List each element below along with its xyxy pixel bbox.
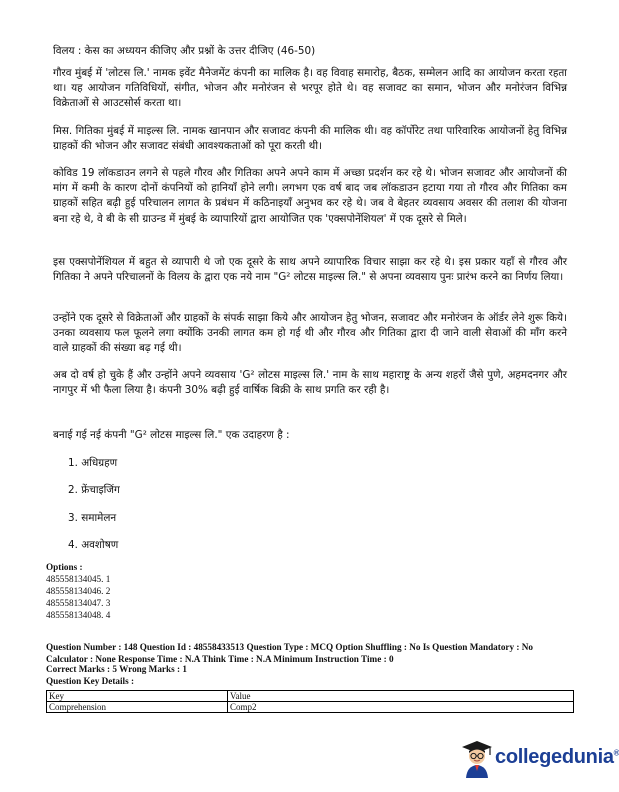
- answer-choice-3: 3. समामेलन: [68, 512, 117, 524]
- table-row: [47, 702, 574, 713]
- table-header-value: Value: [228, 691, 574, 702]
- options-title: Options :: [46, 562, 83, 572]
- answer-choice-1: 1. अधिग्रहण: [68, 457, 118, 469]
- collegedunia-logo: [458, 738, 619, 778]
- option-id-4: 485558134048. 4: [46, 610, 111, 620]
- table-cell-value: Comp2: [228, 702, 574, 713]
- answer-choice-2: 2. फ्रेंचाइजिंग: [68, 484, 120, 496]
- section-heading: विलय : केस का अध्ययन कीजिए और प्रश्नों के उत्तर दीजिए (46-50): [53, 45, 316, 57]
- case-paragraph-3: कोविड 19 लॉकडाउन लगने से पहले गौरव और गितिका अपने अपने काम में अच्छा प्रदर्शन कर रहे थे। भोजन सजावट और आयोजनों की मांग में कमी के कारण दोनों कंपनियों को हानियाँ होने लगी। लगभग एक वर्ष बाद जब लॉकडाउन हटाया गया तो गौरव और गितिका कम ग्राहकों सहित बढ़ी हुई परिचालन लागत के प्रबंधन में कठिनाइयाँ अनुभव कर रहे थे। जब वे बेहतर व्यवसाय अवसर की तलाश की योजना बना रहे थे, वे बी के सी ग्राउन्ड में मुंबई के व्यापारियों द्वारा आयोजित एक 'एक्सपोनेंशियल' में एक दूसरे से मिले।: [53, 167, 567, 225]
- marks-line: Correct Marks : 5 Wrong Marks : 1: [46, 664, 187, 674]
- option-id-1: 485558134045. 1: [46, 574, 111, 584]
- case-paragraph-2: मिस. गितिका मुंबई में माइल्स लि. नामक खानपान और सजावट कंपनी की मालिक थी। वह कॉर्पोरेट तथा पारिवारिक आयोजनों हेतु विभिन्न ग्राहकों की भोजन और सजावट संबंधी आवश्यकताओं को पूरा करती थी।: [53, 125, 567, 153]
- case-paragraph-1: गौरव मुंबई में 'लोटस लि.' नामक इवेंट मैनेजमेंट कंपनी का मालिक है। वह विवाह समारोह, बैठक, सम्मेलन आदि का आयोजन करता रहता था। यह आयोजन गतिविधियों, संगीत, भोजन और मनोरंजन से भरपूर होते थे। वह सजावट का समान, भोजन और मनोरंजन विभिन्न विक्रेताओं से आउटसोर्स करता था।: [53, 67, 567, 110]
- answer-choice-4: 4. अवशोषण: [68, 539, 119, 551]
- case-paragraph-5: उन्होंने एक दूसरे से विक्रेताओं और ग्राहकों के संपर्क साझा किये और आयोजन हेतु भोजन, सजावट और मनोरंजन के ऑर्डर लेने शुरू किये। उनका व्यवसाय फल फूलने लगा क्योंकि उनकी लागत कम हो गई थी और गौरव और गितिका द्वारा दी जाने वाली सेवाओं की माँग करने वाले ग्राहकों की संख्या बढ़ गई थी।: [53, 312, 567, 355]
- key-details-table: [46, 690, 574, 713]
- question-text: बनाई गई नई कंपनी "G² लोटस माइल्स लि." एक उदाहरण है :: [53, 429, 290, 441]
- option-id-2: 485558134046. 2: [46, 586, 111, 596]
- case-paragraph-6: अब दो वर्ष हो चुके हैं और उन्होंने अपने व्यवसाय 'G² लोटस माइल्स लि.' नाम के साथ महाराष्ट्र के अन्य शहरों जैसे पुणे, अहमदनगर और नागपुर में भी फैला लिया है। कंपनी 30% बढ़ी हुई वार्षिक बिक्री के साथ प्रगति कर रही है।: [53, 369, 567, 397]
- logo-text: [495, 746, 619, 769]
- logo-wordmark: collegedunia: [495, 746, 614, 768]
- table-cell-key: Comprehension: [47, 702, 228, 713]
- table-header-key: Key: [47, 691, 228, 702]
- question-meta: Question Number : 148 Question Id : 48558433513 Question Type : MCQ Option Shuffling : No Is Question Mandatory : No Calculator : None Response Time : N.A Think Time : N.A Minimum Instruction Time : 0: [46, 642, 533, 664]
- option-id-3: 485558134047. 3: [46, 598, 111, 608]
- table-header-row: [47, 691, 574, 702]
- key-details-title: Question Key Details :: [46, 676, 135, 686]
- case-paragraph-4: इस एक्सपोनेंशियल में बहुत से व्यापारी थे जो एक दूसरे के साथ अपने व्यापारिक विचार साझा कर रहे थे। इस प्रकार यहाँ से गौरव और गितिका ने अपने परिचालनों के विलय के द्वारा एक नये नाम "G² लोटस माइल्स लि." से अपना व्यवसाय पुनः प्रारंभ करने का निर्णय लिया।: [53, 256, 567, 284]
- logo-trademark: ®: [613, 748, 619, 758]
- student-mascot-icon: [458, 738, 496, 778]
